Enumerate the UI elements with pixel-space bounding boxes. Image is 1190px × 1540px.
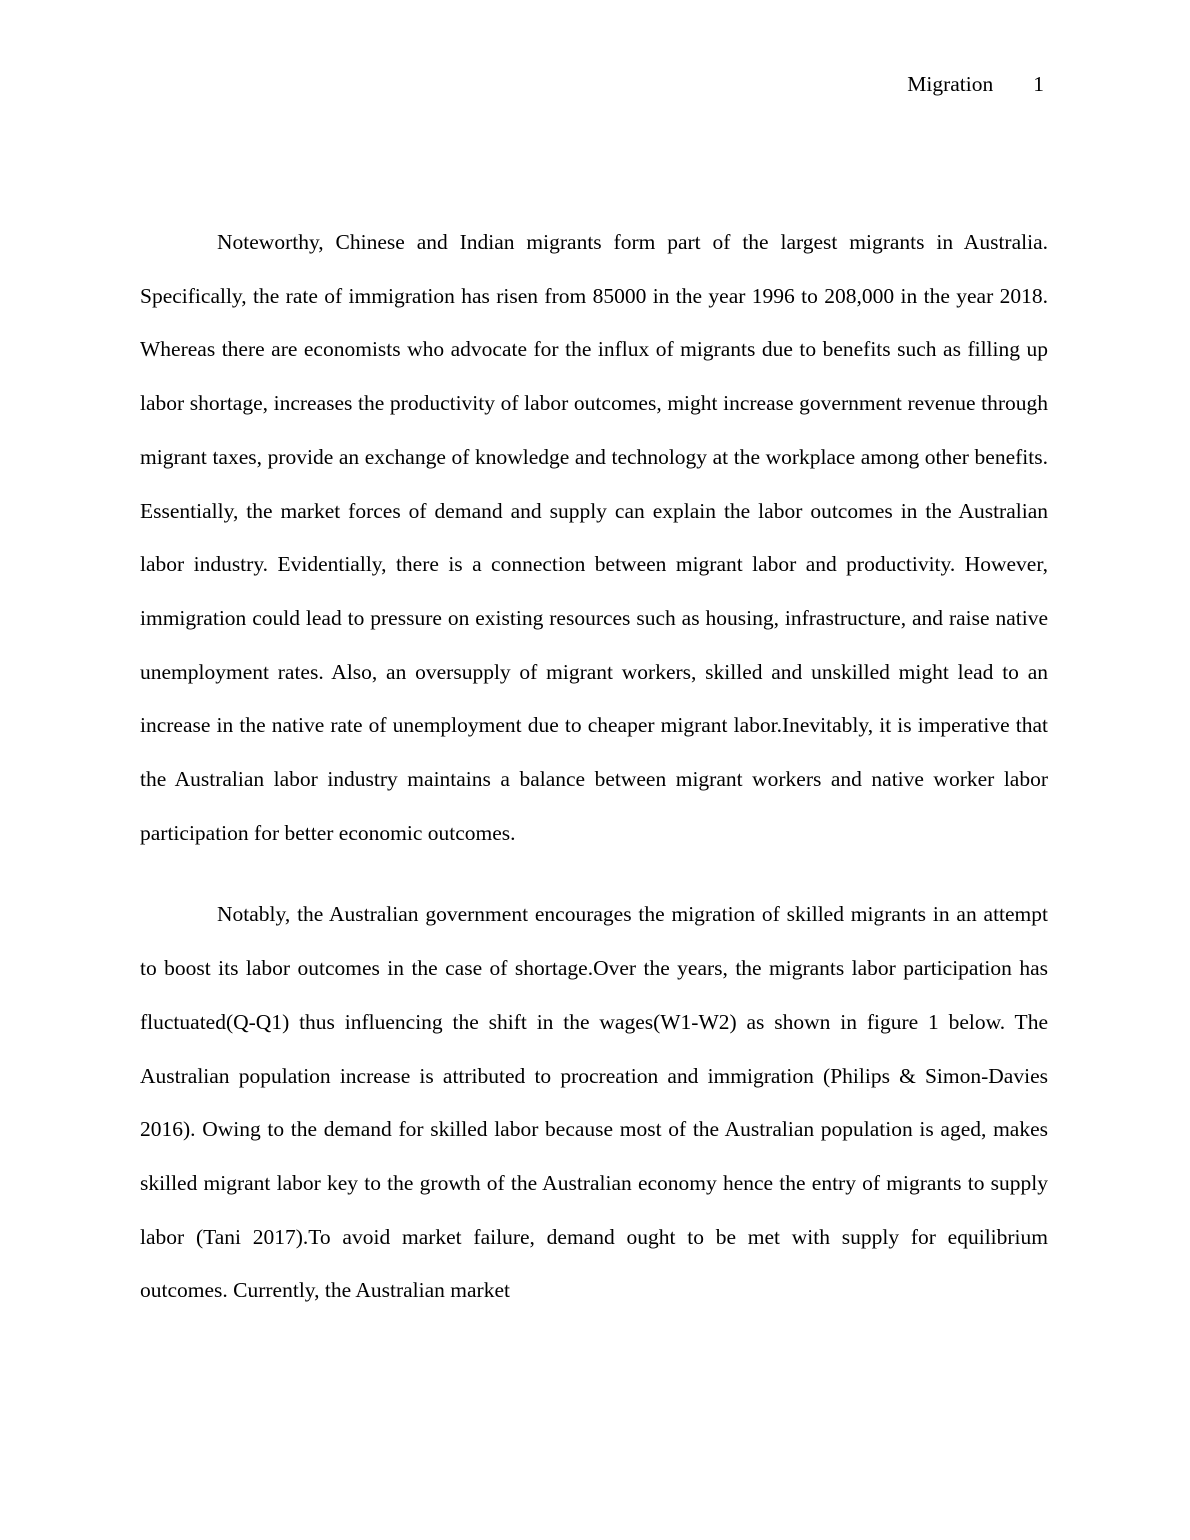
- running-title: Migration: [907, 72, 994, 96]
- document-body: [140, 216, 1048, 1318]
- paragraph-immigration-trends: Noteworthy, Chinese and Indian migrants form part of the largest migrants in Australia. Specifically, the rate of immigration has risen from 85000 in the year 1996 to 208,000 in the year 2018. Whereas there are economists who advocate for the influx of migrants due to benefits such as filling up labor shortage, increases the productivity of labor outcomes, might increase government revenue through migrant taxes, provide an exchange of knowledge and technology at the workplace among other benefits. Essentially, the market forces of demand and supply can explain the labor outcomes in the Australian labor industry. Evidentially, there is a connection between migrant labor and productivity. However, immigration could lead to pressure on existing resources such as housing, infrastructure, and raise native unemployment rates. Also, an oversupply of migrant workers, skilled and unskilled might lead to an increase in the native rate of unemployment due to cheaper migrant labor.Inevitably, it is imperative that the Australian labor industry maintains a balance between migrant workers and native worker labor participation for better economic outcomes.: [140, 230, 1048, 845]
- page-header: [907, 70, 1044, 98]
- page-number: 1: [1033, 72, 1044, 96]
- paragraph-skilled-migration: Notably, the Australian government encourages the migration of skilled migrants in an attempt to boost its labor outcomes in the case of shortage.Over the years, the migrants labor participation has fluctuated(Q-Q1) thus influencing the shift in the wages(W1-W2) as shown in figure 1 below. The Australian population increase is attributed to procreation and immigration (Philips & Simon-Davies 2016). Owing to the demand for skilled labor because most of the Australian population is aged, makes skilled migrant labor key to the growth of the Australian economy hence the entry of migrants to supply labor (Tani 2017).To avoid market failure, demand ought to be met with supply for equilibrium outcomes. Currently, the Australian market: [140, 902, 1048, 1303]
